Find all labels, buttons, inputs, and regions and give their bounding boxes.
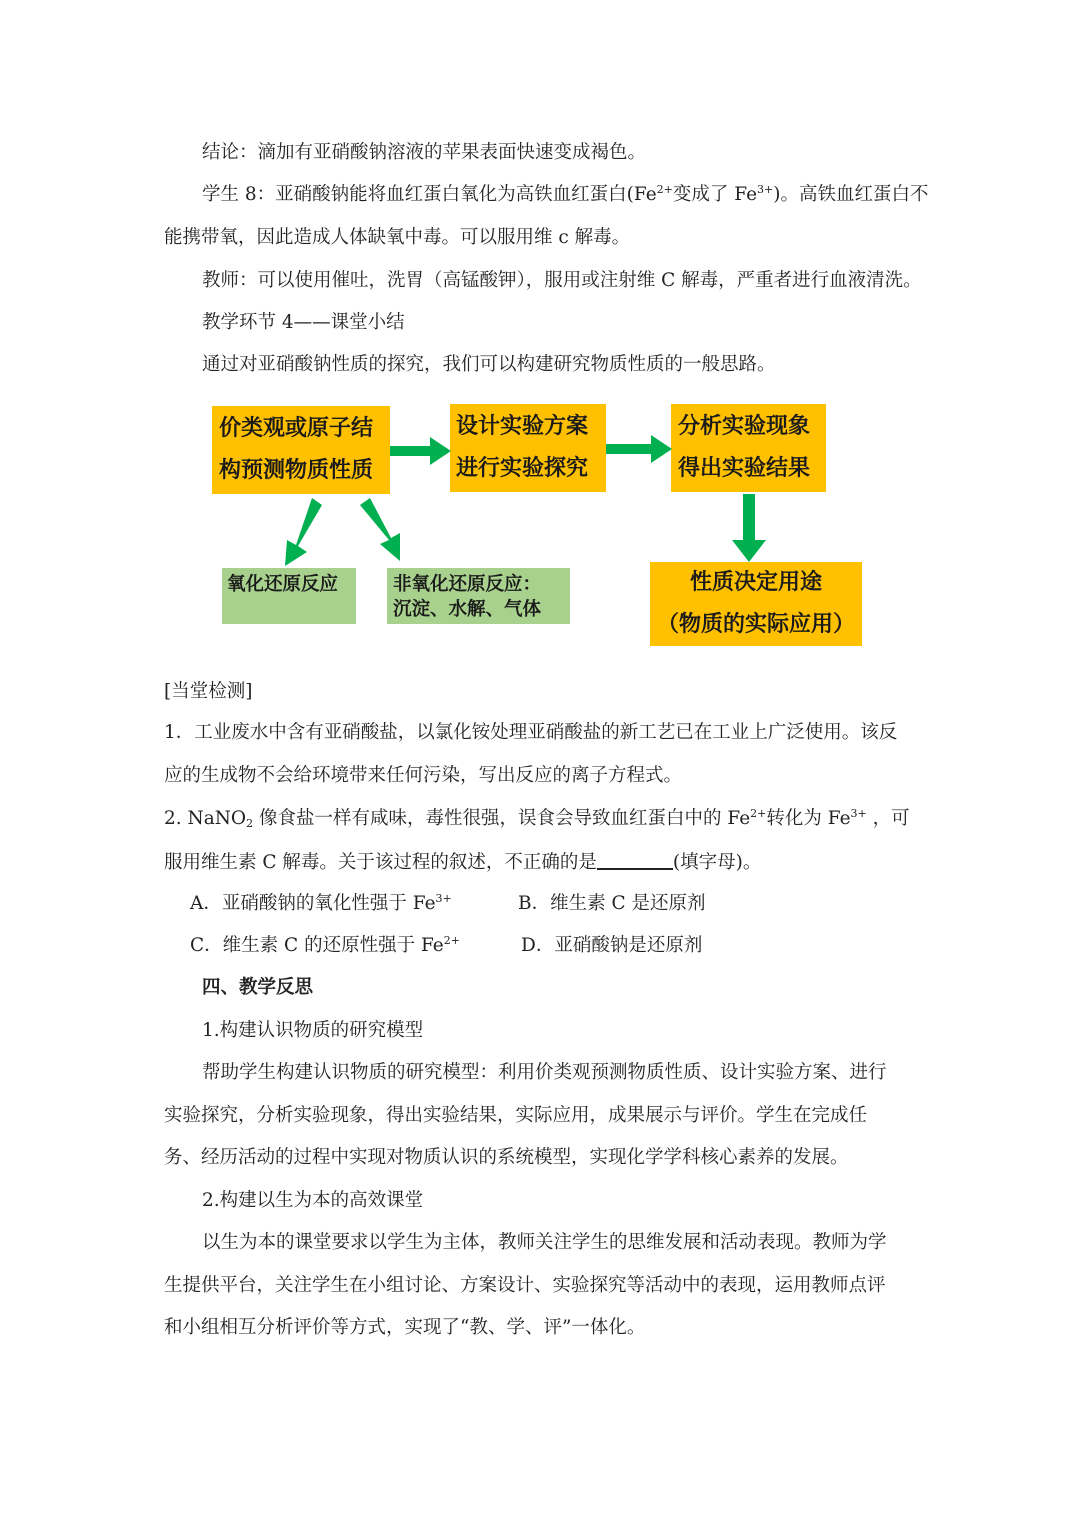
question1-line1: 1．工业废水中含有亚硝酸盐，以氯化铵处理亚硝酸盐的新工艺已在工业上广泛使用。该反	[164, 722, 898, 743]
reflection1-line1: 帮助学生构建认识物质的研究模型：利用价类观预测物质性质、设计实验方案、进行	[202, 1062, 887, 1083]
question2-line2: 服用维生素 C 解毒。关于该过程的叙述，不正确的是 (填字母)。	[164, 848, 761, 876]
section4-heading: 四、教学反思	[202, 977, 314, 998]
summary-intro: 通过对亚硝酸钠性质的探究，我们可以构建研究物质性质的一般思路。	[202, 354, 776, 375]
student8-line1: 学生 8：亚硝酸钠能将血红蛋白氧化为高铁血红蛋白($Fe^{2+}$变成了 $Fe^{3+}$)。高铁血红蛋白不	[202, 183, 929, 205]
teacher-text: 教师：可以使用催吐，洗胃（高锰酸钾），服用或注射维 C 解毒，严重者进行血液清洗。	[202, 270, 922, 291]
option-c: C．维生素 C 的还原性强于 $Fe^{2+}$	[190, 934, 460, 956]
option-b: B．维生素 C 是还原剂	[518, 893, 706, 914]
box-redox-reaction: 氧化还原反应	[222, 568, 356, 624]
reflection2-line1: 以生为本的课堂要求以学生为主体，教师关注学生的思维发展和活动表现。教师为学	[202, 1232, 887, 1253]
box-analyze-phenomena: 分析实验现象 得出实验结果	[671, 404, 826, 492]
arrow-diag-left	[285, 498, 322, 566]
box-non-redox-reaction: 非氧化还原反应： 沉淀、水解、气体	[387, 568, 570, 624]
arrow-right-2	[606, 435, 672, 463]
option-a: A．亚硝酸钠的氧化性强于 $Fe^{3+}$	[190, 892, 452, 914]
reflection2-title: 2.构建以生为本的高效课堂	[202, 1190, 424, 1211]
check-title: [当堂检测]	[164, 681, 253, 702]
box-design-experiment: 设计实验方案 进行实验探究	[450, 404, 606, 492]
reflection1-line3: 务、经历活动的过程中实现对物质认识的系统模型，实现化学学科核心素养的发展。	[164, 1147, 849, 1168]
answer-blank[interactable]	[597, 848, 673, 870]
conclusion-text: 结论：滴加有亚硝酸钠溶液的苹果表面快速变成褐色。	[202, 142, 647, 163]
question2-line1: 2. NaNO$_2$ 像食盐一样有咸味，毒性很强，误食会导致血红蛋白中的 $Fe^{2+}$转化为 $Fe^{3+}$ ，可	[164, 807, 910, 830]
box-predict-properties: 价类观或原子结 构预测物质性质	[212, 406, 390, 494]
section-step4: 教学环节 4——课堂小结	[202, 312, 405, 333]
arrow-diag-right	[360, 498, 400, 561]
reflection2-line2: 生提供平台，关注学生在小组讨论、方案设计、实验探究等活动中的表现，运用教师点评	[164, 1275, 886, 1296]
reflection1-line2: 实验探究，分析实验现象，得出实验结果，实际应用，成果展示与评价。学生在完成任	[164, 1105, 868, 1126]
box-properties-uses: 性质决定用途 （物质的实际应用）	[650, 562, 862, 646]
arrow-down	[732, 494, 766, 562]
arrow-right-1	[390, 437, 451, 465]
question1-line2: 应的生成物不会给环境带来任何污染，写出反应的离子方程式。	[164, 765, 683, 786]
student8-line2: 能携带氧，因此造成人体缺氧中毒。可以服用维 c 解毒。	[164, 227, 631, 248]
flow-arrows	[0, 0, 1080, 700]
option-d: D．亚硝酸钠是还原剂	[521, 935, 703, 956]
reflection2-line3: 和小组相互分析评价等方式，实现了“教、学、评”一体化。	[164, 1317, 646, 1338]
reflection1-title: 1.构建认识物质的研究模型	[202, 1020, 424, 1041]
